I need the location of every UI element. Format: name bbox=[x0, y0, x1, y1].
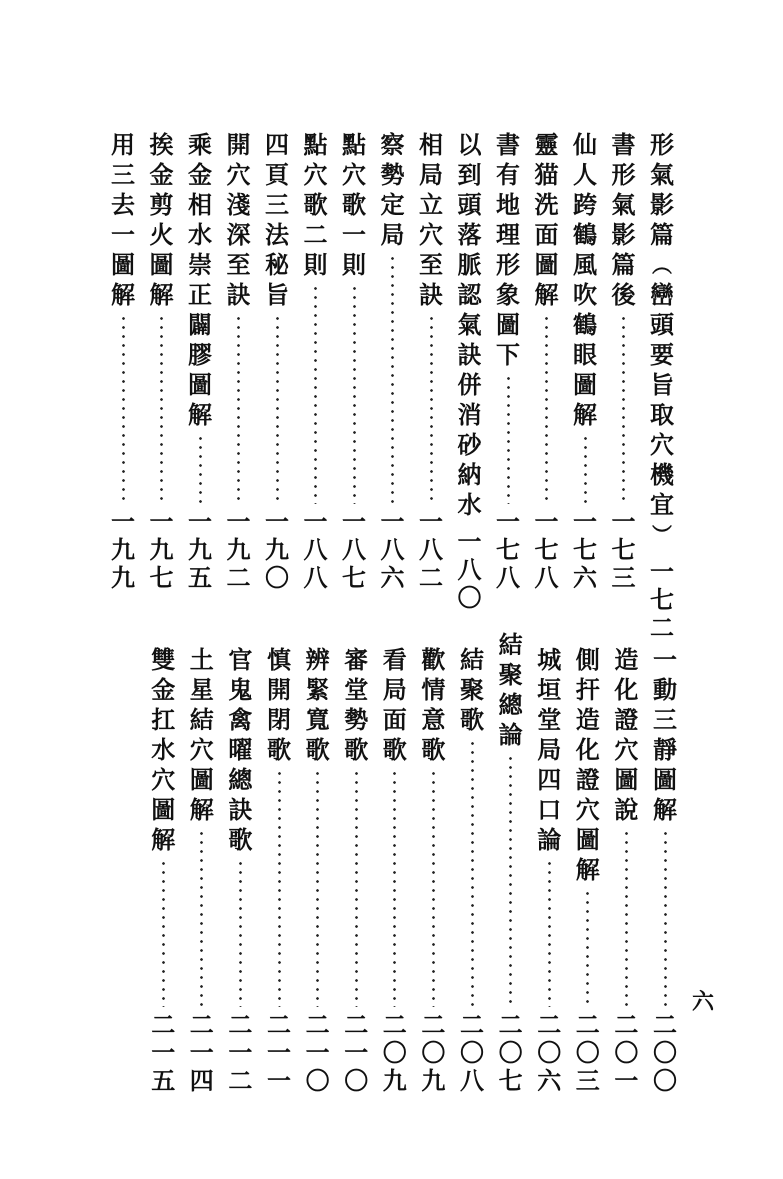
toc-entry bbox=[496, 630, 526, 1095]
dot-leader bbox=[625, 829, 628, 1007]
toc-entry-page-number: 二 〇 六 bbox=[537, 1010, 562, 1095]
toc-entry bbox=[148, 645, 178, 1095]
dot-leader bbox=[430, 314, 433, 504]
dot-leader bbox=[122, 314, 125, 504]
toc-entry-page-number: 一 七 八 bbox=[496, 507, 520, 592]
toc-entry-title: 以 到 頭 落 脈 認 氣 訣 併 消 砂 納 水 bbox=[457, 130, 482, 519]
toc-entry-page-number: 二 一 〇 bbox=[344, 1010, 369, 1095]
dot-leader bbox=[622, 314, 625, 504]
dot-leader bbox=[237, 314, 240, 504]
toc-entry-page-number: 二 一 五 bbox=[151, 1010, 176, 1095]
dot-leader bbox=[584, 434, 587, 504]
dot-leader bbox=[664, 829, 667, 1007]
toc-entry bbox=[378, 130, 408, 592]
toc-entry bbox=[647, 130, 677, 642]
toc-entry-title: 形 氣 影 篇 ︵ 巒 頭 要 旨 取 穴 機 宜 ︶ bbox=[650, 130, 674, 547]
toc-entry bbox=[380, 645, 410, 1095]
dot-leader bbox=[316, 769, 319, 1007]
toc-entry-title: 開 穴 淺 深 至 訣 bbox=[226, 130, 251, 309]
toc-entry-page-number: 二 〇 七 bbox=[498, 1010, 523, 1095]
toc-entry bbox=[108, 130, 138, 592]
toc-entry-page-number: 一 七 三 bbox=[611, 507, 636, 592]
toc-entry-title: 造 化 證 穴 圖 說 bbox=[614, 645, 639, 824]
toc-entry bbox=[609, 130, 639, 592]
toc-entry-page-number: 二 一 〇 bbox=[305, 1010, 330, 1095]
toc-entry-title: 土 星 結 穴 圖 解 bbox=[189, 645, 214, 824]
toc-entry-page-number: 一 九 五 bbox=[188, 507, 212, 592]
toc-entry bbox=[457, 645, 487, 1095]
dot-leader bbox=[509, 754, 512, 1007]
dot-leader bbox=[353, 284, 356, 504]
dot-leader bbox=[160, 314, 163, 504]
dot-leader bbox=[162, 859, 165, 1007]
toc-entry-page-number: 一 九 七 bbox=[149, 507, 174, 592]
toc-entry bbox=[570, 130, 600, 592]
folio-number: 六 bbox=[692, 989, 715, 1015]
toc-entry-title: 靈 猫 洗 面 圖 解 bbox=[534, 130, 559, 309]
toc-entry-title: 官 鬼 禽 曜 總 訣 歌 bbox=[228, 645, 253, 854]
toc-entry-page-number: 一 九 二 bbox=[226, 507, 251, 592]
toc-entry-page-number: 一 七 二 bbox=[650, 557, 674, 642]
toc-entry-page-number: 二 〇 八 bbox=[460, 1010, 484, 1095]
toc-entry-title: 挨 金 剪 火 圖 解 bbox=[149, 130, 174, 309]
toc-entry bbox=[455, 130, 485, 612]
dot-leader bbox=[314, 284, 317, 504]
toc-entry-page-number: 一 七 八 bbox=[534, 507, 559, 592]
toc-entry bbox=[187, 645, 217, 1095]
toc-entry-title: 歡 情 意 歌 bbox=[421, 645, 446, 764]
toc-entry-title: 辨 緊 寬 歌 bbox=[305, 645, 330, 764]
dot-leader bbox=[432, 769, 435, 1007]
dot-leader bbox=[548, 859, 551, 1007]
toc-entry-page-number: 一 八 七 bbox=[342, 507, 366, 592]
dot-leader bbox=[471, 739, 474, 1007]
toc-entry-title: 慎 開 閉 歌 bbox=[267, 645, 291, 764]
toc-entry-page-number: 一 七 六 bbox=[573, 507, 597, 592]
toc-entry-page-number: 一 八 八 bbox=[303, 507, 328, 592]
toc-entry-page-number: 二 一 四 bbox=[189, 1010, 214, 1095]
toc-entry-title: 乘 金 相 水 崇 正 闢 膠 圖 解 bbox=[188, 130, 212, 429]
dot-leader bbox=[239, 859, 242, 1007]
toc-entry bbox=[650, 645, 680, 1095]
toc-entry-title: 結 聚 歌 bbox=[460, 645, 484, 734]
toc-entry bbox=[185, 130, 215, 592]
toc-entry-page-number: 二 一 二 bbox=[228, 1010, 253, 1095]
dot-leader bbox=[545, 314, 548, 504]
toc-entry bbox=[262, 130, 292, 592]
toc-entry bbox=[301, 130, 331, 592]
toc-entry bbox=[225, 645, 255, 1095]
toc-entry-page-number: 二 一 一 bbox=[267, 1010, 291, 1095]
toc-entry bbox=[532, 130, 562, 592]
toc-entry-page-number: 一 八 六 bbox=[380, 507, 405, 592]
dot-leader bbox=[507, 374, 510, 504]
toc-entry-title: 仙 人 跨 鶴 風 吹 鶴 眼 圖 解 bbox=[573, 130, 597, 429]
toc-entry-page-number: 二 〇 九 bbox=[421, 1010, 446, 1095]
toc-entry-title: 一 動 三 靜 圖 解 bbox=[653, 645, 677, 824]
dot-leader bbox=[200, 829, 203, 1007]
toc-entry-title: 察 勢 定 局 bbox=[380, 130, 405, 249]
toc-entry-title: 點 穴 歌 一 則 bbox=[342, 130, 366, 279]
toc-entry bbox=[339, 130, 369, 592]
toc-entry-title: 城 垣 堂 局 四 口 論 bbox=[537, 645, 562, 854]
toc-entry-page-number: 二 〇 〇 bbox=[653, 1010, 677, 1095]
toc-entry-title: 書 形 氣 影 篇 後 bbox=[611, 130, 636, 309]
toc-entry-page-number: 二 〇 三 bbox=[575, 1010, 600, 1095]
toc-entry-title: 雙 金 扛 水 穴 圖 解 bbox=[151, 645, 176, 854]
toc-entry bbox=[341, 645, 371, 1095]
toc-entry-title: 用 三 去 一 圖 解 bbox=[111, 130, 135, 309]
dot-leader bbox=[393, 769, 396, 1007]
toc-entry bbox=[534, 645, 564, 1095]
toc-entry bbox=[303, 645, 333, 1095]
toc-entry-page-number: 二 〇 九 bbox=[382, 1010, 407, 1095]
toc-entry-title: 側 扞 造 化 證 穴 圖 解 bbox=[575, 645, 600, 884]
toc-entry-title: 點 穴 歌 二 則 bbox=[303, 130, 328, 279]
dot-leader bbox=[586, 889, 589, 1007]
toc-entry bbox=[147, 130, 177, 592]
dot-leader bbox=[278, 769, 281, 1007]
dot-leader bbox=[391, 254, 394, 504]
dot-leader bbox=[355, 769, 358, 1007]
toc-entry-title: 相 局 立 穴 至 訣 bbox=[419, 130, 443, 309]
toc-entry-title: 結 聚 總 論 bbox=[498, 630, 523, 749]
toc-entry bbox=[573, 645, 603, 1095]
toc-entry bbox=[416, 130, 446, 592]
toc-entry-title: 看 局 面 歌 bbox=[382, 645, 407, 764]
toc-entry-page-number: 一 九 〇 bbox=[265, 507, 289, 592]
dot-leader bbox=[276, 314, 279, 504]
dot-leader bbox=[199, 434, 202, 504]
toc-entry-title: 書 有 地 理 形 象 圖 下 bbox=[496, 130, 520, 369]
toc-entry-page-number: 一 八 二 bbox=[419, 507, 443, 592]
toc-entry bbox=[493, 130, 523, 592]
toc-entry bbox=[224, 130, 254, 592]
toc-entry-page-number: 二 〇 一 bbox=[614, 1010, 639, 1095]
toc-entry bbox=[418, 645, 448, 1095]
toc-entry bbox=[264, 645, 294, 1095]
toc-entry-page-number: 一 八 〇 bbox=[457, 527, 482, 612]
toc-entry bbox=[611, 645, 641, 1095]
toc-entry-page-number: 一 九 九 bbox=[111, 507, 135, 592]
toc-entry-title: 審 堂 勢 歌 bbox=[344, 645, 369, 764]
toc-entry-title: 四 頁 三 法 秘 旨 bbox=[265, 130, 289, 309]
